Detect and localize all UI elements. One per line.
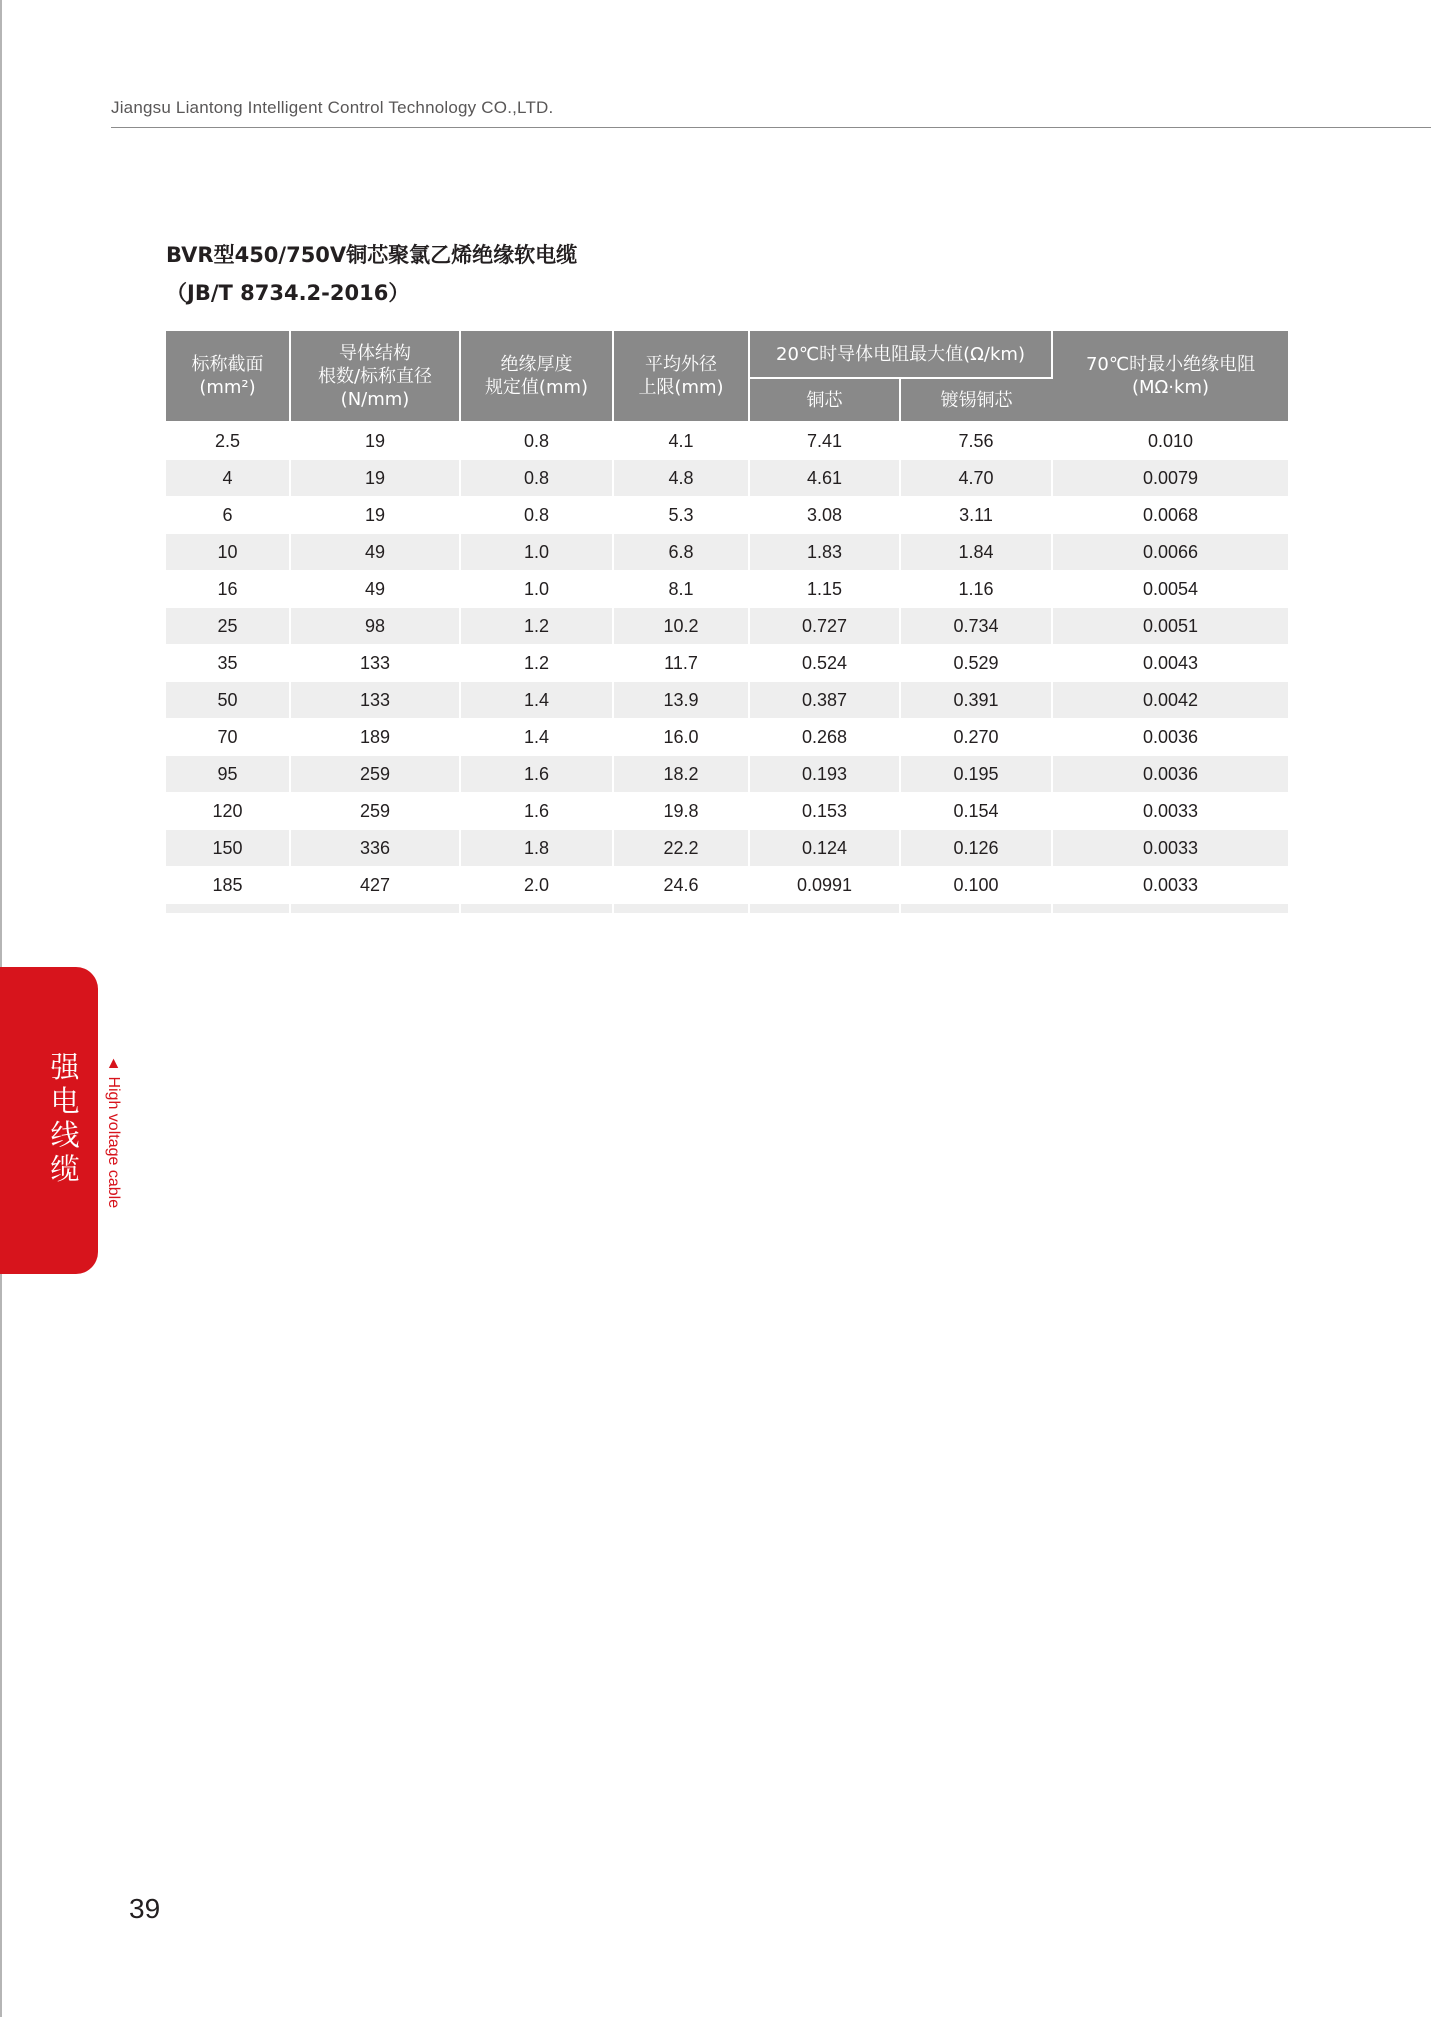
table-row (166, 571, 1288, 608)
table-cell: 427 (290, 867, 460, 904)
table-cell: 259 (290, 756, 460, 793)
title-line-2: （JB/T 8734.2-2016） (166, 281, 410, 305)
table-cell: 25 (166, 608, 290, 645)
table-cell: 16.0 (613, 719, 749, 756)
table-cell: 3.08 (749, 497, 900, 534)
table-cell: 0.100 (900, 867, 1052, 904)
table-edge-cell (749, 904, 900, 914)
table-cell: 120 (166, 793, 290, 830)
table-body (166, 422, 1288, 913)
table-cell: 1.4 (460, 682, 613, 719)
table-row (166, 719, 1288, 756)
table-cell: 24.6 (613, 867, 749, 904)
table-cell: 0.0066 (1052, 534, 1288, 571)
table-cell: 0.0042 (1052, 682, 1288, 719)
table-edge-cell (290, 904, 460, 914)
table-cell: 0.195 (900, 756, 1052, 793)
table-cell: 0.0054 (1052, 571, 1288, 608)
table-cell: 35 (166, 645, 290, 682)
table-cell: 1.0 (460, 534, 613, 571)
table-edge-cell (166, 904, 290, 914)
table-edge-cell (900, 904, 1052, 914)
table-cell: 19 (290, 422, 460, 460)
table-cell: 0.734 (900, 608, 1052, 645)
table-cell: 0.193 (749, 756, 900, 793)
header-copper: 铜芯 (749, 378, 900, 422)
table-cell: 185 (166, 867, 290, 904)
table-cell: 0.0079 (1052, 460, 1288, 497)
table-cell: 1.0 (460, 571, 613, 608)
table-cell: 13.9 (613, 682, 749, 719)
table-cell: 1.2 (460, 608, 613, 645)
table-row (166, 534, 1288, 571)
table-row (166, 645, 1288, 682)
table-cell: 7.41 (749, 422, 900, 460)
table-cell: 0.0033 (1052, 830, 1288, 867)
table-cell: 16 (166, 571, 290, 608)
table-cell: 0.0991 (749, 867, 900, 904)
title-line-1: BVR型450/750V铜芯聚氯乙烯绝缘软电缆 (166, 243, 578, 267)
table-row (166, 460, 1288, 497)
table-cell: 22.2 (613, 830, 749, 867)
table-cell: 259 (290, 793, 460, 830)
table-cell: 1.83 (749, 534, 900, 571)
table-cell: 0.387 (749, 682, 900, 719)
table-row (166, 608, 1288, 645)
table-row (166, 793, 1288, 830)
table-cell: 19 (290, 460, 460, 497)
table-cell: 5.3 (613, 497, 749, 534)
table-cell: 0.8 (460, 460, 613, 497)
table-cell: 4.8 (613, 460, 749, 497)
table-cell: 2.5 (166, 422, 290, 460)
table-cell: 50 (166, 682, 290, 719)
table-cell: 18.2 (613, 756, 749, 793)
table-cell: 0.0033 (1052, 793, 1288, 830)
table-bottom-edge (166, 904, 1288, 914)
table-cell: 8.1 (613, 571, 749, 608)
table-cell: 0.124 (749, 830, 900, 867)
header-insulation-thickness: 绝缘厚度 规定值(mm) (460, 331, 613, 422)
table-cell: 0.0051 (1052, 608, 1288, 645)
section-title (166, 236, 577, 312)
header-insulation-resistance: 70℃时最小绝缘电阻 (MΩ·km) (1052, 331, 1288, 422)
company-header: Jiangsu Liantong Intelligent Control Technology CO.,LTD. (111, 98, 554, 117)
table-cell: 49 (290, 534, 460, 571)
table-row (166, 422, 1288, 460)
table-cell: 0.0043 (1052, 645, 1288, 682)
table-cell: 4 (166, 460, 290, 497)
spec-table-container (166, 331, 1288, 913)
table-cell: 0.126 (900, 830, 1052, 867)
header-resistance-group: 20℃时导体电阻最大值(Ω/km) (749, 331, 1052, 378)
table-cell: 1.4 (460, 719, 613, 756)
table-cell: 6.8 (613, 534, 749, 571)
table-cell: 150 (166, 830, 290, 867)
table-cell: 49 (290, 571, 460, 608)
table-cell: 4.70 (900, 460, 1052, 497)
table-cell: 19.8 (613, 793, 749, 830)
table-cell: 7.56 (900, 422, 1052, 460)
table-cell: 1.84 (900, 534, 1052, 571)
table-edge-cell (460, 904, 613, 914)
table-cell: 133 (290, 645, 460, 682)
table-cell: 0.0068 (1052, 497, 1288, 534)
table-cell: 10 (166, 534, 290, 571)
table-cell: 1.16 (900, 571, 1052, 608)
table-cell: 11.7 (613, 645, 749, 682)
table-cell: 0.727 (749, 608, 900, 645)
header-nominal-section: 标称截面 (mm²) (166, 331, 290, 422)
table-cell: 1.8 (460, 830, 613, 867)
table-cell: 95 (166, 756, 290, 793)
table-cell: 4.61 (749, 460, 900, 497)
spec-table (166, 331, 1288, 913)
table-cell: 4.1 (613, 422, 749, 460)
header-outer-diameter: 平均外径 上限(mm) (613, 331, 749, 422)
table-row (166, 497, 1288, 534)
header-conductor-structure: 导体结构 根数/标称直径 (N/mm) (290, 331, 460, 422)
page-number: 39 (129, 1893, 161, 1924)
table-cell: 189 (290, 719, 460, 756)
header-divider (111, 127, 1431, 128)
table-cell: 0.8 (460, 497, 613, 534)
table-cell: 0.0033 (1052, 867, 1288, 904)
table-cell: 0.391 (900, 682, 1052, 719)
table-cell: 0.010 (1052, 422, 1288, 460)
table-cell: 6 (166, 497, 290, 534)
table-cell: 70 (166, 719, 290, 756)
table-cell: 0.153 (749, 793, 900, 830)
table-cell: 0.524 (749, 645, 900, 682)
table-row (166, 867, 1288, 904)
header-tinned-copper: 镀锡铜芯 (900, 378, 1052, 422)
table-cell: 0.529 (900, 645, 1052, 682)
table-cell: 0.154 (900, 793, 1052, 830)
table-cell: 0.8 (460, 422, 613, 460)
table-cell: 0.268 (749, 719, 900, 756)
side-tab-label: 强 电 线 缆 (50, 1050, 80, 1186)
table-cell: 0.270 (900, 719, 1052, 756)
table-edge-cell (613, 904, 749, 914)
table-cell: 0.0036 (1052, 756, 1288, 793)
table-row (166, 756, 1288, 793)
table-cell: 19 (290, 497, 460, 534)
table-cell: 133 (290, 682, 460, 719)
table-cell: 3.11 (900, 497, 1052, 534)
table-cell: 0.0036 (1052, 719, 1288, 756)
side-tab-english: ▲ High voltage cable (105, 1055, 122, 1209)
table-cell: 10.2 (613, 608, 749, 645)
table-cell: 1.6 (460, 793, 613, 830)
table-cell: 1.2 (460, 645, 613, 682)
table-row (166, 682, 1288, 719)
table-edge-cell (1052, 904, 1288, 914)
table-cell: 336 (290, 830, 460, 867)
table-row (166, 830, 1288, 867)
table-cell: 2.0 (460, 867, 613, 904)
table-cell: 1.15 (749, 571, 900, 608)
table-cell: 1.6 (460, 756, 613, 793)
table-cell: 98 (290, 608, 460, 645)
